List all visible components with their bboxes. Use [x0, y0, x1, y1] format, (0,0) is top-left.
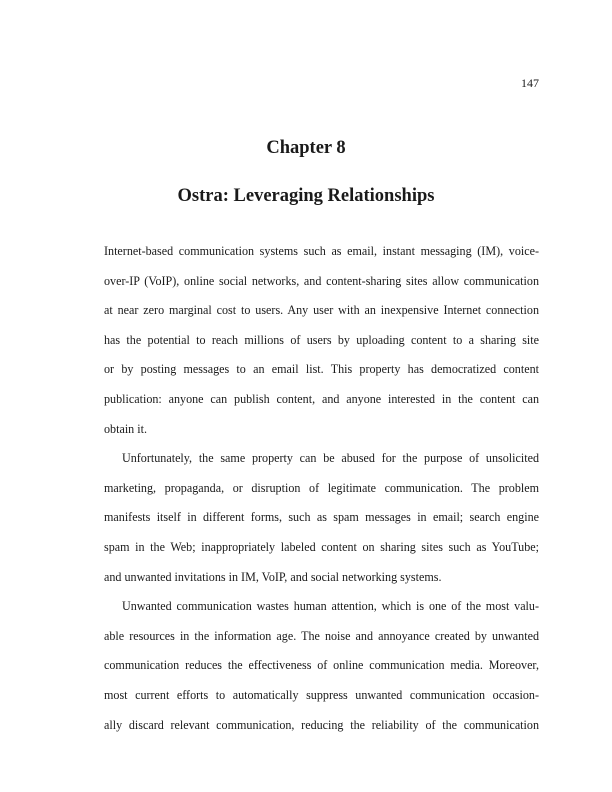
- text-line: has the potential to reach millions of users by uploading content to a sharing site: [104, 332, 539, 347]
- text-line: spam in the Web; inappropriately labeled content on sharing sites such as YouTube;: [104, 539, 539, 554]
- chapter-title: Ostra: Leveraging Relationships: [177, 186, 435, 206]
- text-line: or by posting messages to an email list. This property has democratized content: [104, 362, 539, 377]
- text-line: marketing, propaganda, or disruption of legitimate communication. The problem: [104, 480, 539, 495]
- text-line: over-IP (VoIP), online social networks, and content-sharing sites allow communication: [104, 273, 539, 288]
- body-text: [104, 242, 539, 745]
- text-line: and unwanted invitations in IM, VoIP, and social networking systems.: [104, 569, 442, 584]
- text-line: ally discard relevant communication, reducing the reliability of the communication: [104, 717, 539, 732]
- text-line: Unwanted communication wastes human attention, which is one of the most valu-: [122, 599, 539, 614]
- paragraph: [104, 449, 539, 597]
- text-line: communication reduces the effectiveness of online communication media. Moreover,: [104, 658, 539, 673]
- paragraph: [104, 597, 539, 745]
- paragraph: [104, 242, 539, 449]
- text-line: publication: anyone can publish content, and anyone interested in the content can: [104, 391, 539, 406]
- text-line: obtain it.: [104, 421, 147, 436]
- text-line: at near zero marginal cost to users. Any user with an inexpensive Internet connection: [104, 303, 539, 318]
- text-line: most current efforts to automatically suppress unwanted communication occasion-: [104, 687, 539, 702]
- text-line: manifests itself in different forms, such as spam messages in email; search engine: [104, 510, 539, 525]
- text-line: able resources in the information age. The noise and annoyance created by unwanted: [104, 628, 539, 643]
- text-line: Internet-based communication systems such as email, instant messaging (IM), voice-: [104, 244, 539, 258]
- text-line: Unfortunately, the same property can be abused for the purpose of unsolicited: [122, 451, 539, 466]
- chapter-label: Chapter 8: [266, 138, 346, 158]
- page-number: 147: [521, 76, 539, 90]
